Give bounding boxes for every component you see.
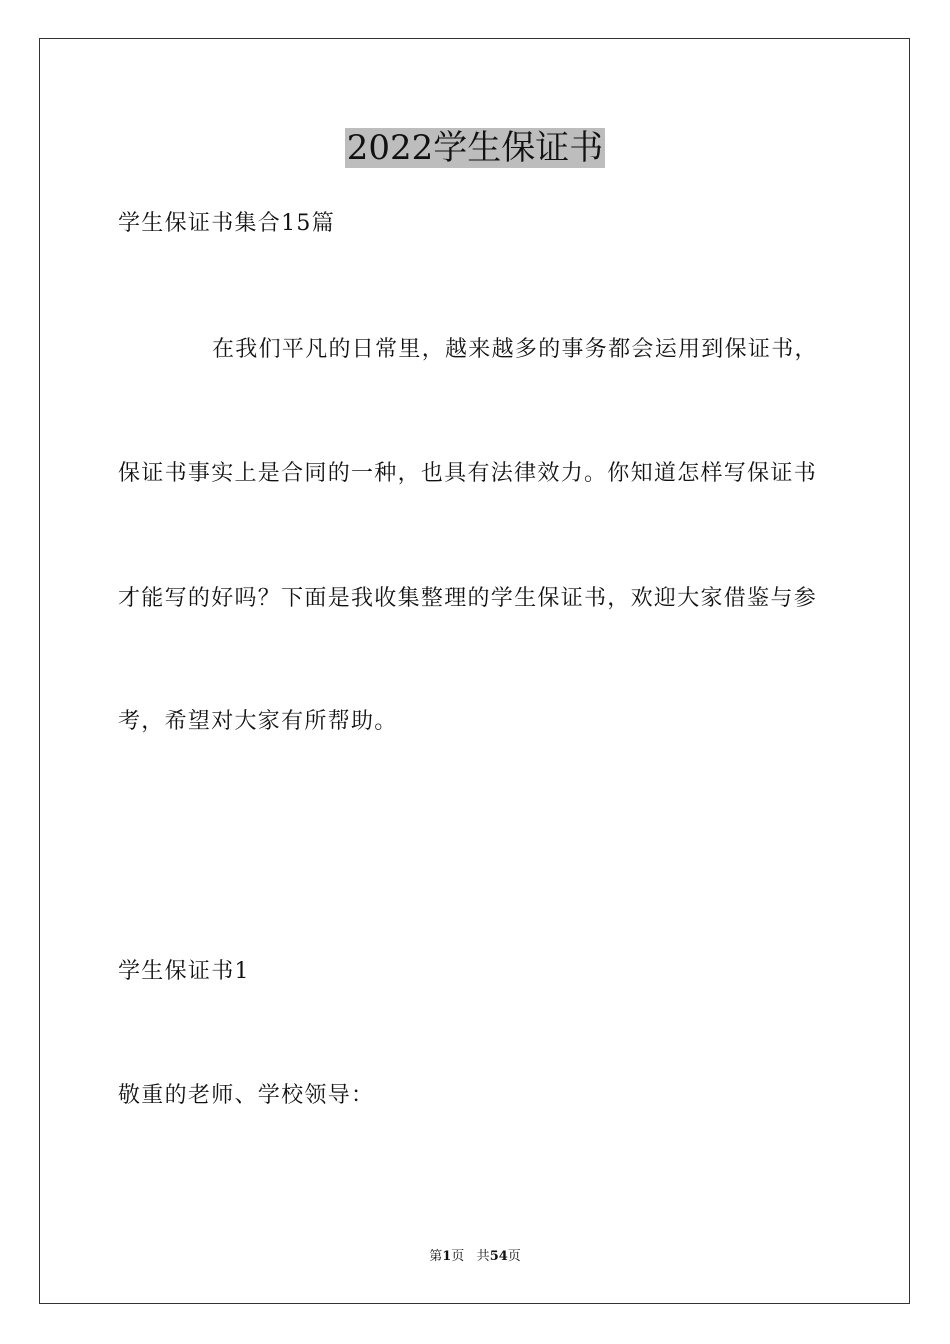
page-footer [0,1248,950,1266]
footer-total-prefix: 共 [476,1249,490,1264]
paragraph-line-4: 考，希望对大家有所帮助。 [118,709,398,734]
footer-total-pages: 54 [489,1249,508,1264]
paragraph-line-2: 保证书事实上是合同的一种，也具有法律效力。你知道怎样写保证书 [118,461,818,486]
salutation: 敬重的老师、学校领导： [118,1083,375,1108]
paragraph-line-1: 在我们平凡的日常里，越来越多的事务都会运用到保证书， [212,337,818,362]
footer-page-number: 1 [442,1249,452,1264]
title-container [0,128,950,168]
footer-page-suffix: 页 [451,1249,465,1264]
footer-total-suffix: 页 [507,1249,521,1264]
document-subtitle: 学生保证书集合15篇 [118,211,335,236]
paragraph-line-3: 才能写的好吗？下面是我收集整理的学生保证书，欢迎大家借鉴与参 [118,586,818,611]
document-title: 2022学生保证书 [346,128,604,168]
section-heading: 学生保证书1 [118,959,250,984]
footer-page-prefix: 第 [429,1249,443,1264]
